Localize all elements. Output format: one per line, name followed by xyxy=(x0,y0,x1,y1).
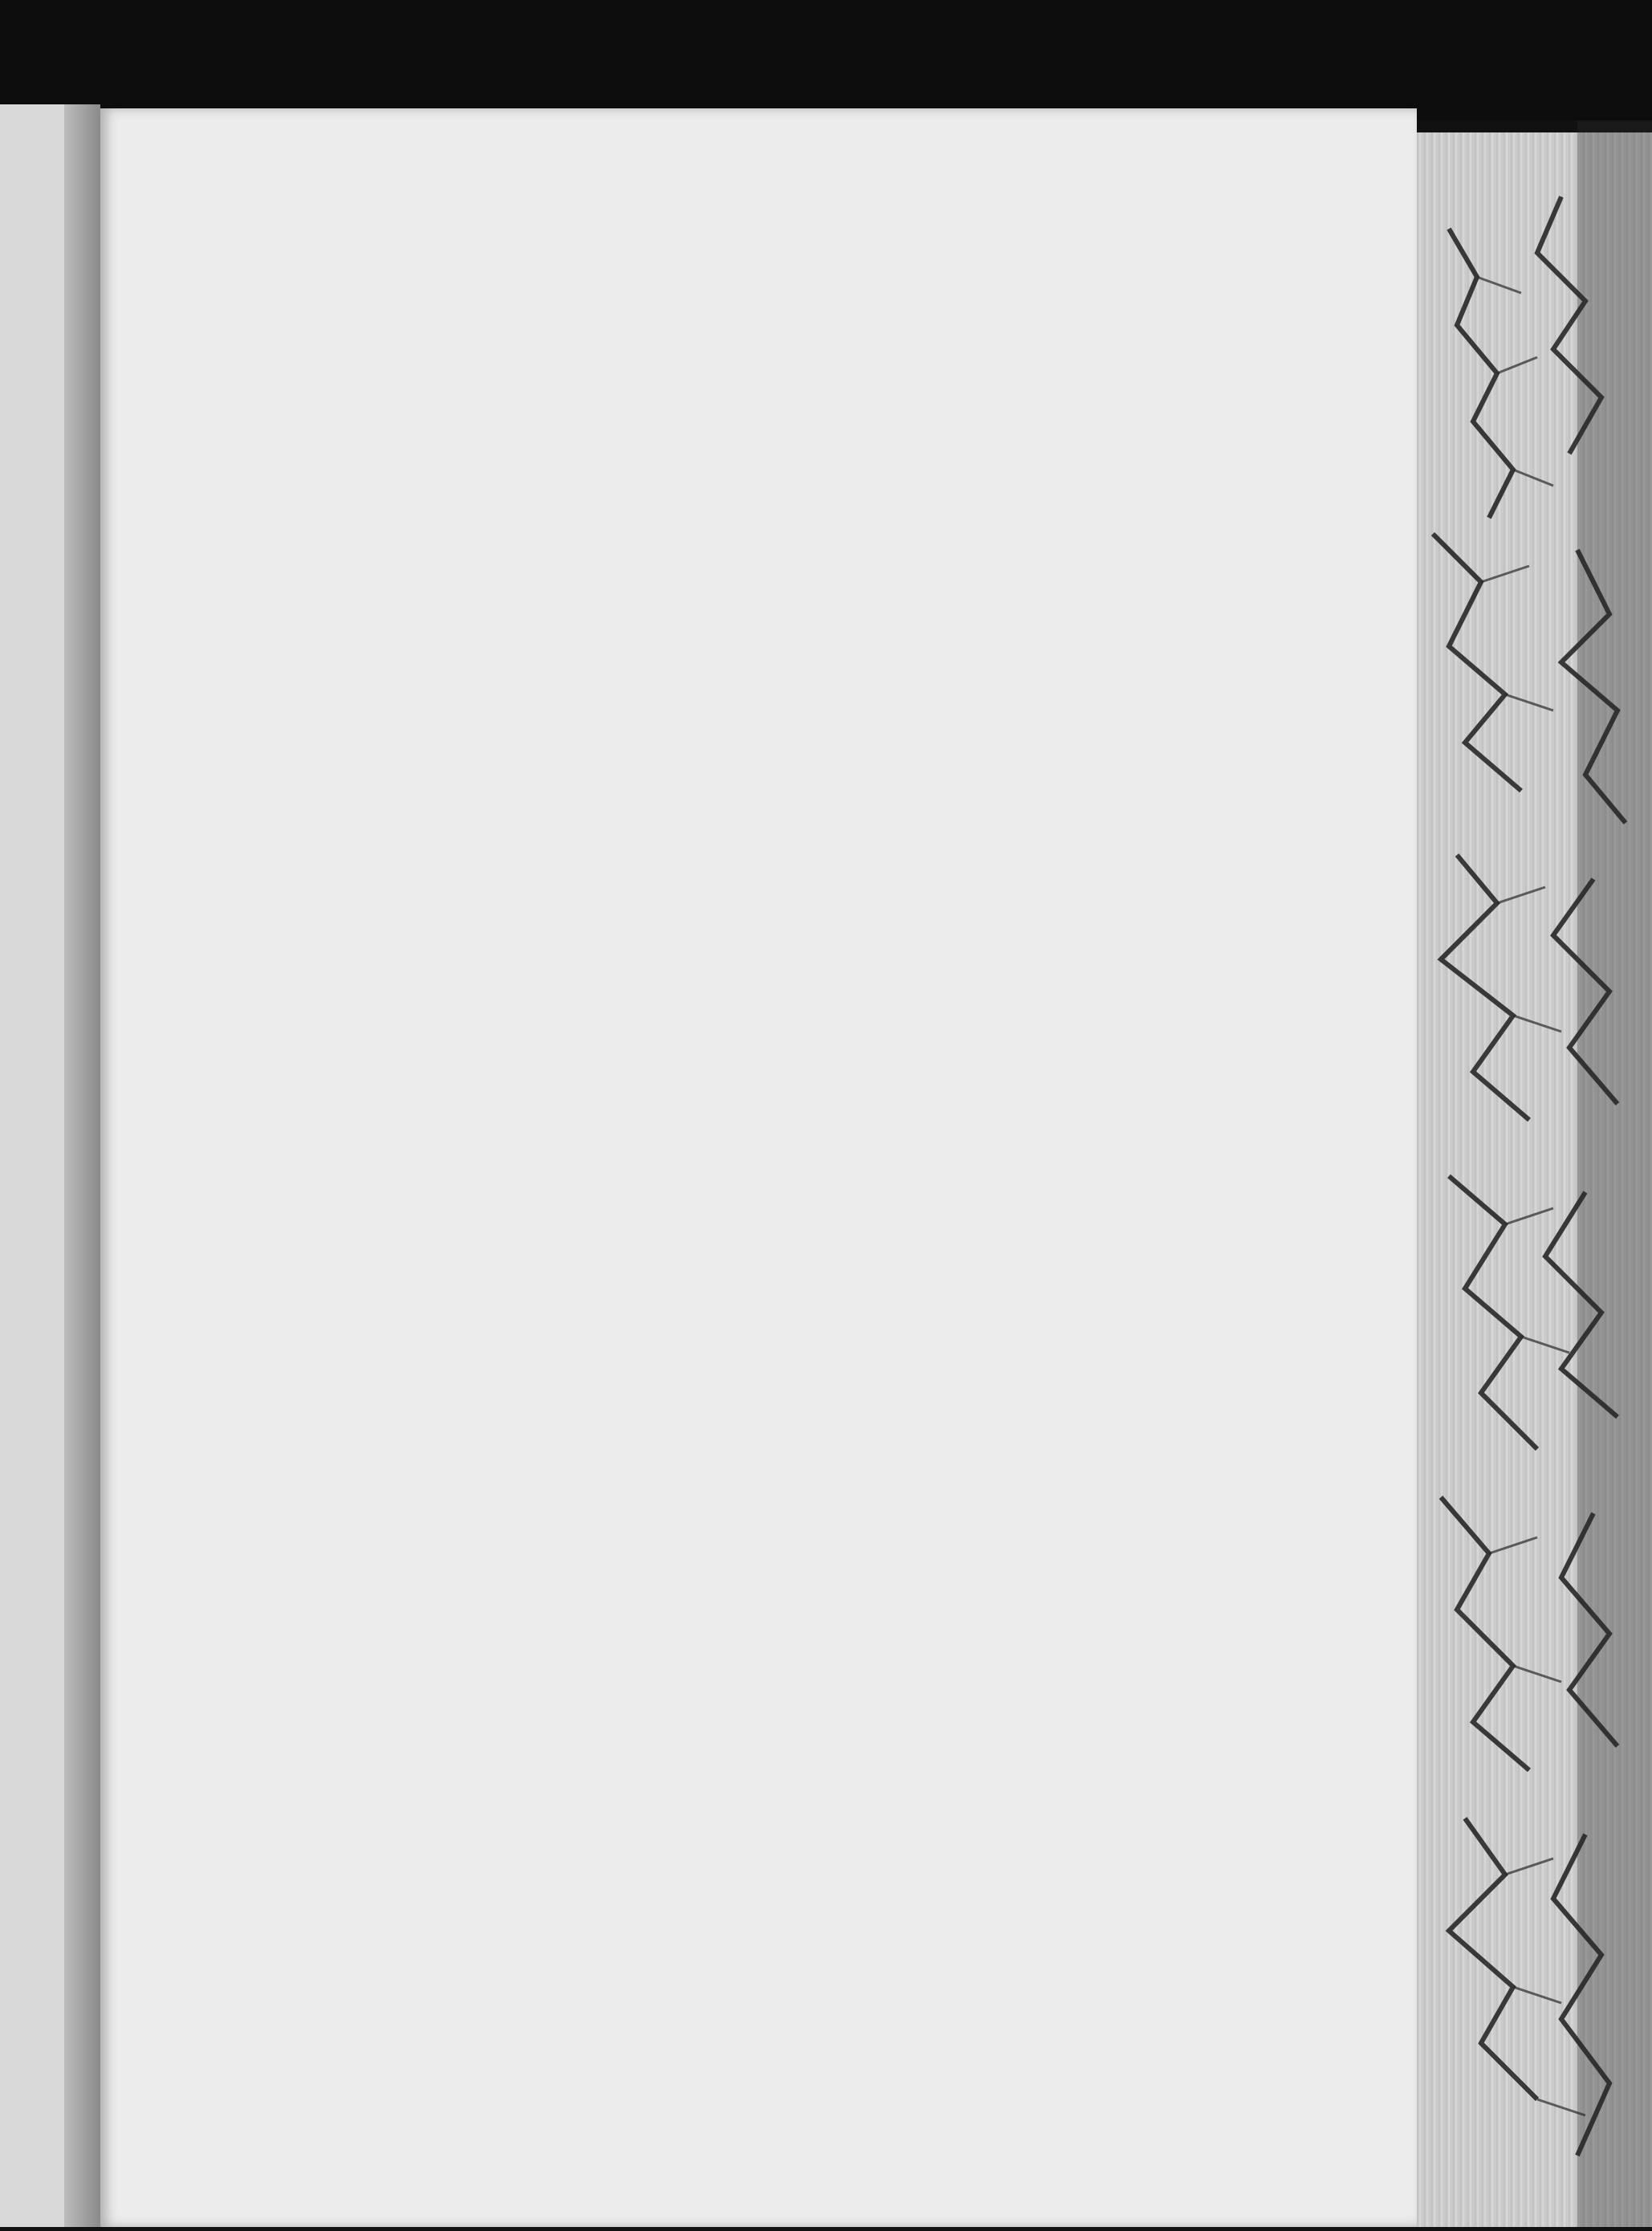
scan-right-shadow xyxy=(1577,120,1652,2227)
scan-top-margin xyxy=(0,0,1652,120)
book-page xyxy=(100,108,1417,2227)
book-gutter xyxy=(64,104,100,2227)
